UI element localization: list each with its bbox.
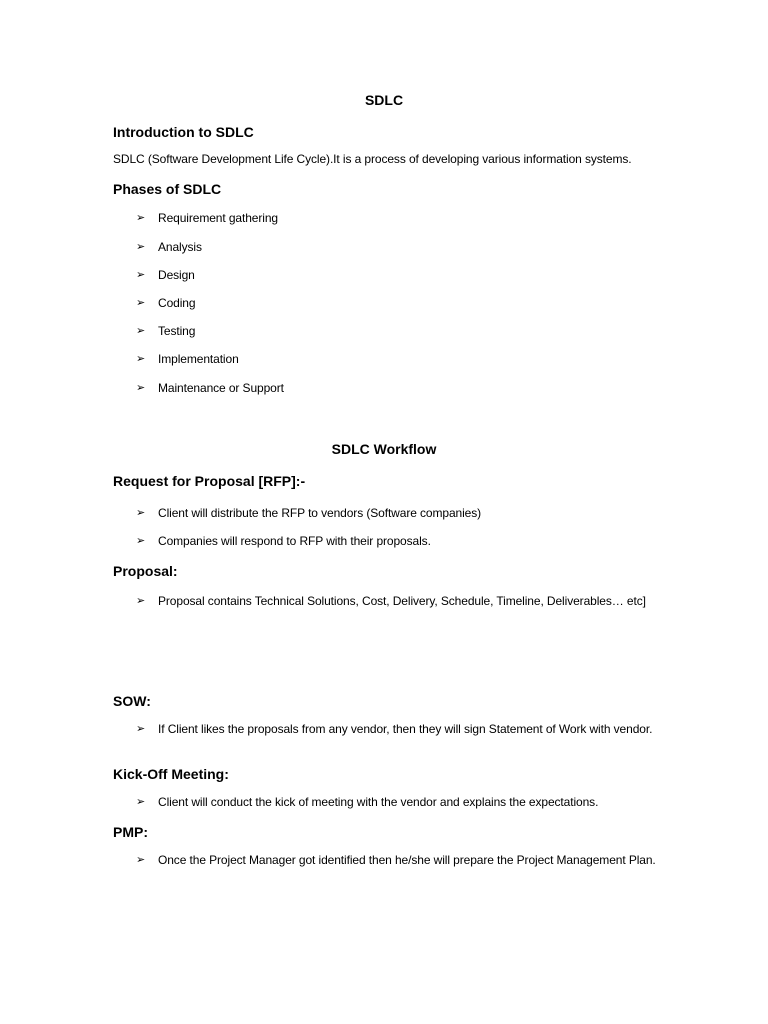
list-item: Client will distribute the RFP to vendors (Software companies) xyxy=(158,506,482,520)
list-item: If Client likes the proposals from any vendor, then they will sign Statement of Work with vendor. xyxy=(158,722,653,736)
bullet-arrow-icon: ➢ xyxy=(136,854,146,866)
bullet-arrow-icon: ➢ xyxy=(136,325,146,337)
section-heading-pmp: PMP: xyxy=(113,824,148,840)
bullet-arrow-icon: ➢ xyxy=(136,595,146,607)
workflow-title: SDLC Workflow xyxy=(331,441,437,457)
document-title: SDLC xyxy=(364,92,404,108)
bullet-arrow-icon: ➢ xyxy=(136,535,146,547)
section-heading-kickoff: Kick-Off Meeting: xyxy=(113,766,229,782)
bullet-arrow-icon: ➢ xyxy=(136,269,146,281)
bullet-arrow-icon: ➢ xyxy=(136,297,146,309)
section-heading-phases: Phases of SDLC xyxy=(113,181,222,197)
list-item: Analysis xyxy=(158,240,202,254)
list-item: Requirement gathering xyxy=(158,211,278,225)
bullet-arrow-icon: ➢ xyxy=(136,212,146,224)
list-item: Once the Project Manager got identified then he/she will prepare the Project Management Plan. xyxy=(158,853,656,867)
bullet-arrow-icon: ➢ xyxy=(136,796,146,808)
intro-paragraph: SDLC (Software Development Life Cycle).It is a process of developing various information systems. xyxy=(113,152,632,166)
bullet-arrow-icon: ➢ xyxy=(136,382,146,394)
section-heading-intro: Introduction to SDLC xyxy=(113,124,254,140)
section-heading-proposal: Proposal: xyxy=(113,563,178,579)
bullet-arrow-icon: ➢ xyxy=(136,507,146,519)
list-item: Companies will respond to RFP with their proposals. xyxy=(158,534,431,548)
list-item: Coding xyxy=(158,296,196,310)
bullet-arrow-icon: ➢ xyxy=(136,241,146,253)
list-item: Testing xyxy=(158,324,196,338)
section-heading-rfp: Request for Proposal [RFP]:- xyxy=(113,473,306,489)
list-item: Proposal contains Technical Solutions, Cost, Delivery, Schedule, Timeline, Deliverables… etc] xyxy=(158,594,646,608)
bullet-arrow-icon: ➢ xyxy=(136,353,146,365)
section-heading-sow: SOW: xyxy=(113,693,151,709)
bullet-arrow-icon: ➢ xyxy=(136,723,146,735)
list-item: Implementation xyxy=(158,352,239,366)
list-item: Client will conduct the kick of meeting with the vendor and explains the expectations. xyxy=(158,795,599,809)
list-item: Maintenance or Support xyxy=(158,381,284,395)
list-item: Design xyxy=(158,268,195,282)
